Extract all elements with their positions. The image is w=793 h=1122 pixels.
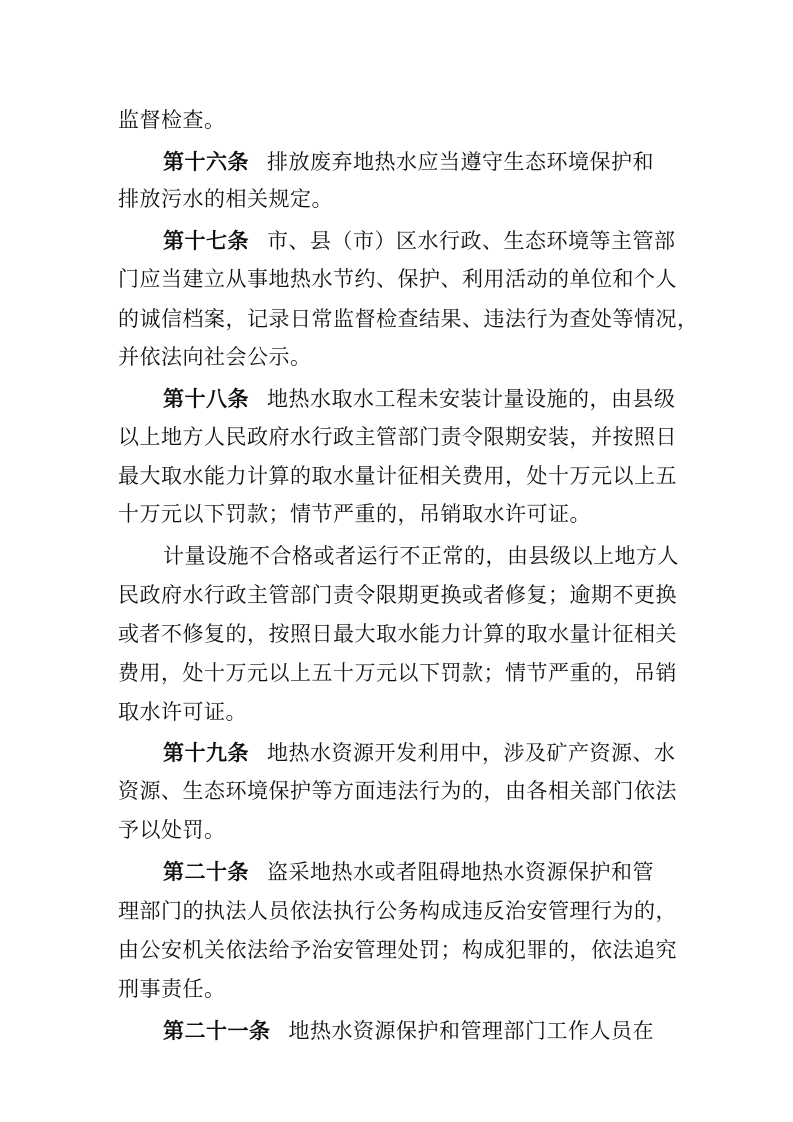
article-heading: 第十六条 (163, 150, 249, 174)
text-line: 的诚信档案，记录日常监督检查结果、违法行为查处等情况， (118, 307, 699, 331)
text-line: 排放污水的相关规定。 (118, 187, 333, 211)
text-line: 刑事责任。 (118, 977, 226, 1001)
text-line: 最大取水能力计算的取水量计征相关费用，处十万元以上五 (118, 464, 677, 488)
article-17-line: 第十七条 市、县（市）区水行政、生态环境等主管部 (163, 229, 676, 253)
text-line: 民政府水行政主管部门责令限期更换或者修复；逾期不更换 (118, 583, 677, 607)
text-line: 十万元以下罚款；情节严重的，吊销取水许可证。 (118, 502, 591, 526)
text-line: 以上地方人民政府水行政主管部门责令限期安装，并按照日 (118, 425, 677, 449)
article-20-line: 第二十条 盗采地热水或者阻碍地热水资源保护和管 (163, 860, 654, 884)
text-line: 理部门的执法人员依法执行公务构成违反治安管理行为的， (118, 899, 677, 923)
article-18-line: 第十八条 地热水取水工程未安装计量设施的，由县级 (163, 387, 676, 411)
text-line: 予以处罚。 (118, 818, 226, 842)
article-heading: 第二十一条 (163, 1019, 271, 1043)
article-heading: 第二十条 (163, 860, 249, 884)
article-heading: 第十八条 (163, 387, 249, 411)
paragraph-first-line: 计量设施不合格或者运行不正常的，由县级以上地方人 (163, 544, 679, 568)
text-line: 由公安机关依法给予治安管理处罚；构成犯罪的，依法追究 (118, 938, 677, 962)
article-heading: 第十七条 (163, 229, 249, 253)
article-21-line: 第二十一条 地热水资源保护和管理部门工作人员在 (163, 1019, 654, 1043)
text-line: 资源、生态环境保护等方面违法行为的，由各相关部门依法 (118, 779, 677, 803)
text-line: 或者不修复的，按照日最大取水能力计算的取水量计征相关 (118, 622, 677, 646)
article-19-line: 第十九条 地热水资源开发利用中，涉及矿产资源、水 (163, 741, 676, 765)
text-line: 门应当建立从事地热水节约、保护、利用活动的单位和个人 (118, 267, 677, 291)
article-16-line: 第十六条 排放废弃地热水应当遵守生态环境保护和 (163, 150, 654, 174)
text-line: 监督检查。 (118, 108, 226, 132)
text-line: 取水许可证。 (118, 700, 247, 724)
text-line: 并依法向社会公示。 (118, 345, 312, 369)
article-heading: 第十九条 (163, 741, 249, 765)
text-line: 费用，处十万元以上五十万元以下罚款；情节严重的，吊销 (118, 661, 677, 685)
